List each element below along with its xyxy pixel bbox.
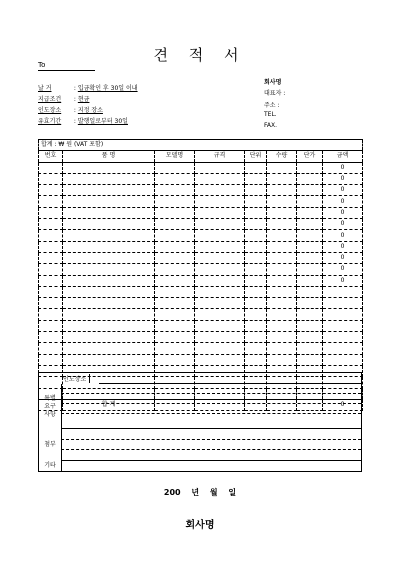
info-label: 유효기간 (38, 118, 62, 125)
amount-cell[interactable]: 0 (323, 264, 363, 275)
company-tel: TEL. (264, 111, 277, 118)
company-name: 회사명 (264, 79, 282, 86)
table-cell[interactable] (195, 162, 245, 173)
table-cell[interactable] (155, 230, 195, 241)
info-label: 지급조건 (38, 96, 62, 103)
special-label: 특별 요구 사항 (39, 384, 62, 429)
info-row-payment: 지급조건 : 현금 (38, 96, 90, 103)
table-cell[interactable] (39, 196, 63, 207)
table-cell[interactable] (63, 320, 155, 331)
table-cell[interactable] (297, 309, 323, 320)
table-cell[interactable] (39, 252, 63, 263)
table-row[interactable] (39, 219, 363, 230)
table-cell[interactable] (297, 241, 323, 252)
table-row[interactable] (39, 207, 363, 218)
table-cell[interactable] (39, 230, 63, 241)
attach-lines[interactable] (61, 429, 361, 461)
table-row[interactable] (39, 275, 363, 286)
amount-cell[interactable] (323, 332, 363, 343)
table-cell[interactable] (267, 219, 297, 230)
table-cell[interactable] (267, 162, 297, 173)
table-cell[interactable] (155, 332, 195, 343)
table-row[interactable] (39, 332, 363, 343)
table-cell[interactable] (297, 252, 323, 263)
table-cell[interactable] (63, 241, 155, 252)
sum-label: 합 계 (63, 399, 155, 410)
attachment-section (38, 429, 362, 461)
header-qty: 수량 (267, 151, 297, 162)
table-cell[interactable] (245, 173, 267, 184)
table-cell[interactable] (297, 343, 323, 354)
info-row-delivery-date: 날 거 : 입금확인 후 30일 이내 (38, 85, 138, 92)
table-cell[interactable] (297, 298, 323, 309)
table-cell[interactable] (245, 354, 267, 365)
table-row[interactable] (39, 309, 363, 320)
company-address: 주소 : (264, 102, 280, 109)
table-cell[interactable] (195, 354, 245, 365)
table-cell[interactable] (195, 275, 245, 286)
table-cell[interactable] (267, 230, 297, 241)
header-unit: 단위 (245, 151, 267, 162)
attach-label: 첨부 (39, 429, 62, 461)
table-row[interactable] (39, 241, 363, 252)
table-cell[interactable] (267, 286, 297, 297)
table-cell[interactable] (39, 286, 63, 297)
table-cell[interactable] (195, 173, 245, 184)
table-cell[interactable] (267, 207, 297, 218)
info-label: 인도장소 (38, 107, 62, 114)
table-cell[interactable] (297, 275, 323, 286)
header-no: 번호 (39, 151, 63, 162)
company-fax: FAX. (264, 122, 278, 129)
table-row[interactable] (39, 354, 363, 365)
table-cell[interactable] (63, 286, 155, 297)
info-value: 현금 (77, 96, 90, 103)
table-cell[interactable] (39, 354, 63, 365)
table-cell[interactable] (297, 354, 323, 365)
table-cell[interactable] (297, 185, 323, 196)
table-cell[interactable] (63, 343, 155, 354)
table-cell[interactable] (155, 219, 195, 230)
info-row-validity: 유효기간 : 발행일로부터 30일 (38, 118, 128, 125)
table-cell[interactable] (245, 219, 267, 230)
table-cell[interactable] (63, 230, 155, 241)
amount-cell[interactable]: 0 (323, 241, 363, 252)
amount-cell[interactable]: 0 (323, 275, 363, 286)
table-cell[interactable] (245, 196, 267, 207)
table-cell[interactable] (63, 185, 155, 196)
table-cell[interactable] (245, 343, 267, 354)
table-cell[interactable] (245, 162, 267, 173)
table-cell[interactable] (195, 252, 245, 263)
company-rep: 대표자 : (264, 90, 286, 97)
table-row[interactable] (39, 196, 363, 207)
amount-cell[interactable]: 0 (323, 230, 363, 241)
table-cell[interactable] (267, 275, 297, 286)
etc-label: 기타 (39, 461, 62, 471)
table-cell[interactable] (267, 332, 297, 343)
table-cell[interactable] (63, 196, 155, 207)
table-cell[interactable] (245, 241, 267, 252)
table-cell[interactable] (39, 320, 63, 331)
header-model: 모델명 (155, 151, 195, 162)
table-cell[interactable] (297, 286, 323, 297)
table-cell[interactable] (245, 185, 267, 196)
table-cell[interactable] (245, 332, 267, 343)
table-cell[interactable] (155, 185, 195, 196)
table-cell[interactable] (155, 320, 195, 331)
table-cell[interactable] (297, 230, 323, 241)
table-row[interactable] (39, 173, 363, 184)
total-summary: 합계 : ₩ 원 (VAT 포함) (39, 140, 363, 151)
table-cell[interactable] (245, 230, 267, 241)
table-cell[interactable] (195, 309, 245, 320)
table-cell[interactable] (63, 162, 155, 173)
table-cell[interactable] (297, 264, 323, 275)
table-cell[interactable] (245, 252, 267, 263)
table-cell[interactable] (195, 332, 245, 343)
table-cell[interactable] (63, 173, 155, 184)
header-price: 단가 (297, 151, 323, 162)
table-cell[interactable] (155, 264, 195, 275)
table-cell[interactable] (195, 298, 245, 309)
table-cell[interactable] (63, 309, 155, 320)
table-row[interactable] (39, 298, 363, 309)
amount-cell[interactable]: 0 (323, 185, 363, 196)
table-cell[interactable] (297, 207, 323, 218)
table-cell[interactable] (39, 185, 63, 196)
quote-table (38, 139, 363, 411)
table-cell[interactable] (39, 275, 63, 286)
amount-cell[interactable]: 0 (323, 252, 363, 263)
table-cell[interactable] (245, 207, 267, 218)
table-cell[interactable] (155, 286, 195, 297)
table-cell[interactable] (155, 196, 195, 207)
special-requirements-section (38, 384, 362, 429)
amount-cell[interactable]: 0 (323, 219, 363, 230)
table-cell[interactable] (195, 196, 245, 207)
table-cell[interactable] (63, 219, 155, 230)
document-title: 견 적 서 (153, 46, 247, 64)
table-cell[interactable] (297, 332, 323, 343)
table-cell[interactable] (245, 275, 267, 286)
table-cell[interactable] (195, 320, 245, 331)
table-cell[interactable] (63, 275, 155, 286)
table-cell[interactable] (245, 298, 267, 309)
amount-cell[interactable] (323, 309, 363, 320)
amount-cell[interactable] (323, 286, 363, 297)
table-cell[interactable] (155, 354, 195, 365)
table-cell[interactable] (267, 309, 297, 320)
table-cell[interactable] (297, 219, 323, 230)
table-cell[interactable] (39, 207, 63, 218)
table-cell[interactable] (245, 264, 267, 275)
header-item: 품 명 (63, 151, 155, 162)
table-cell[interactable] (195, 230, 245, 241)
table-cell[interactable] (39, 332, 63, 343)
table-cell[interactable] (267, 320, 297, 331)
amount-cell[interactable] (323, 298, 363, 309)
table-cell[interactable] (155, 275, 195, 286)
info-value: 발행일로부터 30일 (77, 118, 128, 125)
table-cell[interactable] (297, 196, 323, 207)
table-cell[interactable] (39, 298, 63, 309)
table-cell[interactable] (267, 343, 297, 354)
table-cell[interactable] (297, 173, 323, 184)
table-cell[interactable] (155, 309, 195, 320)
table-cell[interactable] (39, 173, 63, 184)
table-cell[interactable] (195, 343, 245, 354)
info-value: 지정 장소 (77, 107, 103, 114)
table-cell[interactable] (39, 309, 63, 320)
table-cell[interactable] (267, 298, 297, 309)
header-spec: 규격 (195, 151, 245, 162)
table-cell[interactable] (39, 219, 63, 230)
special-lines[interactable] (61, 384, 361, 429)
date-line: 200 년 월 일 (163, 488, 237, 497)
table-cell[interactable] (155, 298, 195, 309)
info-label: 날 거 (38, 85, 52, 92)
table-cell[interactable] (267, 185, 297, 196)
table-cell[interactable] (297, 162, 323, 173)
table-cell[interactable] (155, 173, 195, 184)
delivery-label: 인도장소 (63, 374, 90, 383)
table-cell[interactable] (267, 264, 297, 275)
amount-cell[interactable] (323, 354, 363, 365)
table-row[interactable] (39, 252, 363, 263)
table-cell[interactable] (39, 241, 63, 252)
table-row[interactable] (39, 264, 363, 275)
table-cell[interactable] (63, 252, 155, 263)
amount-cell[interactable]: 0 (323, 173, 363, 184)
table-cell[interactable] (245, 320, 267, 331)
table-cell[interactable] (63, 332, 155, 343)
footer-company: 회사명 (185, 520, 215, 531)
table-row[interactable] (39, 320, 363, 331)
amount-cell[interactable]: 0 (323, 196, 363, 207)
table-cell[interactable] (195, 185, 245, 196)
table-cell[interactable] (195, 219, 245, 230)
table-cell[interactable] (155, 162, 195, 173)
amount-cell[interactable]: 0 (323, 162, 363, 173)
table-cell[interactable] (63, 354, 155, 365)
to-field[interactable]: To (38, 61, 95, 71)
table-cell[interactable] (39, 264, 63, 275)
table-cell[interactable] (297, 320, 323, 331)
etc-section (38, 461, 362, 472)
table-cell[interactable] (195, 264, 245, 275)
table-cell[interactable] (63, 264, 155, 275)
header-amount: 금액 (323, 151, 363, 162)
table-cell[interactable] (245, 309, 267, 320)
table-cell[interactable] (155, 241, 195, 252)
delivery-row (38, 372, 362, 384)
table-cell[interactable] (195, 286, 245, 297)
table-cell[interactable] (63, 207, 155, 218)
amount-cell[interactable] (323, 343, 363, 354)
table-cell[interactable] (245, 286, 267, 297)
table-cell[interactable] (267, 196, 297, 207)
table-row[interactable] (39, 286, 363, 297)
sum-value: 0 (323, 399, 363, 410)
table-cell[interactable] (155, 207, 195, 218)
table-cell[interactable] (267, 354, 297, 365)
table-cell[interactable] (155, 252, 195, 263)
table-row[interactable] (39, 162, 363, 173)
table-row[interactable] (39, 230, 363, 241)
table-cell[interactable] (195, 207, 245, 218)
amount-cell[interactable] (323, 320, 363, 331)
table-row[interactable] (39, 343, 363, 354)
table-cell[interactable] (267, 173, 297, 184)
table-cell[interactable] (155, 343, 195, 354)
table-cell[interactable] (39, 343, 63, 354)
table-cell[interactable] (195, 241, 245, 252)
info-value: 입금확인 후 30일 이내 (77, 85, 138, 92)
table-row[interactable] (39, 185, 363, 196)
table-cell[interactable] (267, 241, 297, 252)
table-cell[interactable] (267, 252, 297, 263)
info-row-place: 인도장소 : 지정 장소 (38, 107, 103, 114)
table-cell[interactable] (39, 162, 63, 173)
table-cell[interactable] (63, 298, 155, 309)
amount-cell[interactable]: 0 (323, 207, 363, 218)
